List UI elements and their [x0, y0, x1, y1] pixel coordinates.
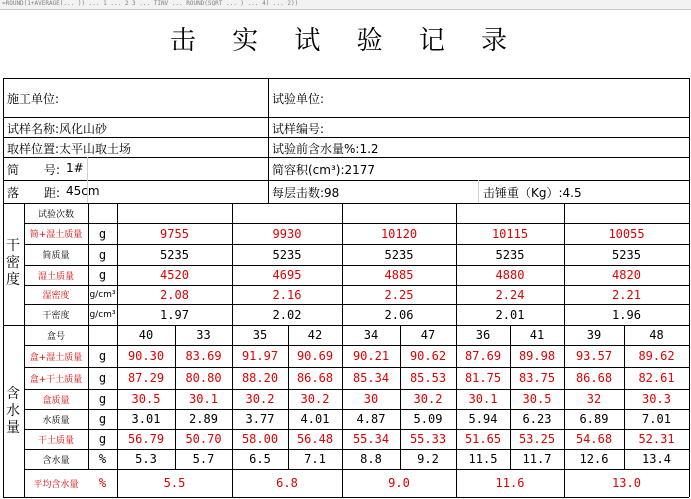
- drop-height-label: 落: [7, 186, 20, 200]
- average-moisture-unit: %: [98, 476, 107, 490]
- moisture-row-name: 水质量: [42, 415, 70, 426]
- moisture-cell[interactable]: 9.2: [417, 452, 439, 466]
- moisture-cell[interactable]: 7.01: [642, 412, 671, 426]
- cylinder-no-value: 1#: [66, 161, 84, 175]
- density-row-name: 简+湿土质量: [29, 230, 83, 240]
- table-bottom-border: [3, 497, 689, 498]
- moisture-cell[interactable]: 88.20: [241, 371, 279, 385]
- moisture-row-name: 盒+干土质量: [29, 374, 83, 385]
- box-number[interactable]: 40: [138, 328, 154, 342]
- box-number-label: 盒号: [46, 331, 65, 342]
- moisture-cell[interactable]: 8.8: [360, 452, 382, 466]
- moisture-cell[interactable]: 5.09: [413, 412, 443, 426]
- moisture-cell[interactable]: 91.97: [241, 349, 279, 363]
- moisture-row-unit: %: [98, 452, 107, 466]
- moisture-cell[interactable]: 4.87: [356, 412, 386, 426]
- density-col-line: [689, 203, 690, 325]
- moisture-cell[interactable]: 58.00: [241, 432, 279, 446]
- header-border: [3, 180, 689, 181]
- moisture-cell[interactable]: 5.94: [468, 412, 498, 426]
- moisture-cell[interactable]: 86.68: [575, 371, 613, 385]
- density-cell[interactable]: 4880: [495, 268, 525, 282]
- density-row-unit: g: [98, 268, 107, 282]
- average-moisture-cell[interactable]: 5.5: [163, 476, 186, 490]
- average-moisture-cell[interactable]: 6.8: [276, 476, 298, 490]
- moisture-cell[interactable]: 83.75: [518, 371, 556, 385]
- moisture-cell[interactable]: 55.33: [409, 432, 447, 446]
- density-cell[interactable]: 5235: [612, 247, 641, 262]
- average-col-line: [689, 469, 690, 497]
- moisture-cell[interactable]: 11.5: [468, 452, 498, 466]
- moisture-cell[interactable]: 54.68: [575, 432, 613, 446]
- density-row-unit: g/cm³: [89, 309, 116, 320]
- density-cell[interactable]: 10055: [608, 226, 645, 241]
- moisture-cell[interactable]: 30.5: [522, 392, 552, 406]
- average-moisture-cell[interactable]: 9.0: [388, 476, 410, 490]
- drop-height-value: 45cm: [66, 184, 100, 198]
- moisture-cell[interactable]: 30.2: [413, 392, 443, 406]
- box-number[interactable]: 41: [529, 328, 545, 342]
- density-cell[interactable]: 4520: [160, 268, 189, 282]
- moisture-cell[interactable]: 50.70: [185, 432, 222, 446]
- formula-bar-strip: [0, 0, 691, 10]
- blows-per-layer-label: 每层击数:98: [272, 186, 340, 200]
- density-cell[interactable]: 4820: [612, 268, 641, 282]
- cylinder-volume-label: 简容积(cm³):2177: [272, 163, 376, 177]
- moisture-cell[interactable]: 86.68: [296, 371, 334, 385]
- moisture-cell[interactable]: 90.21: [352, 349, 390, 363]
- moisture-cell[interactable]: 6.5: [249, 452, 271, 466]
- moisture-cell[interactable]: 87.29: [127, 371, 165, 385]
- box-number[interactable]: 33: [196, 328, 211, 342]
- moisture-cell[interactable]: 4.01: [300, 412, 330, 426]
- moisture-cell[interactable]: 93.57: [575, 349, 613, 363]
- cylinder-no-label: 简: [7, 163, 20, 177]
- density-cell[interactable]: 2.21: [612, 287, 641, 302]
- density-section-label: 干 密 度: [6, 238, 20, 288]
- density-cell[interactable]: 10120: [380, 226, 418, 241]
- hammer-weight-label: 击锤重（Kg）:4.5: [483, 186, 582, 200]
- moisture-cell[interactable]: 12.6: [579, 452, 609, 466]
- moisture-cell[interactable]: 6.89: [579, 412, 609, 426]
- density-row-unit: g: [98, 247, 107, 262]
- moisture-cell[interactable]: 7.1: [304, 452, 326, 466]
- moisture-row-unit: g: [98, 349, 107, 363]
- density-cell[interactable]: 1.96: [612, 307, 641, 322]
- page-title: 击 实 试 验 记 录: [169, 26, 522, 56]
- density-row-name: 湿土质量: [37, 271, 74, 282]
- cyl-divider: [87, 157, 88, 180]
- density-cell[interactable]: 2.08: [160, 287, 189, 302]
- moisture-cell[interactable]: 56.79: [127, 432, 165, 446]
- moisture-cell[interactable]: 3.01: [131, 412, 161, 426]
- moisture-cell[interactable]: 56.48: [296, 432, 334, 446]
- moisture-cell[interactable]: 30.3: [642, 392, 671, 406]
- sampling-location-label: 取样位置:太平山取土场: [7, 142, 132, 156]
- density-cell[interactable]: 5235: [495, 247, 525, 262]
- header-divider: [268, 78, 269, 203]
- drop-height-label-2: 距:: [44, 186, 61, 200]
- average-moisture-label: 平均含水量: [33, 479, 79, 490]
- density-cell[interactable]: 5235: [384, 247, 414, 262]
- box-number[interactable]: 39: [586, 328, 602, 342]
- moisture-cell[interactable]: 81.75: [464, 371, 502, 385]
- moisture-cell[interactable]: 85.34: [352, 371, 390, 385]
- sample-name-label: 试样名称:风化山砂: [7, 122, 108, 136]
- density-row-name: 湿密度: [42, 291, 70, 301]
- moisture-cell[interactable]: 89.98: [518, 349, 556, 363]
- moisture-cell[interactable]: 87.69: [464, 349, 502, 363]
- average-moisture-cell[interactable]: 11.6: [495, 476, 525, 490]
- header-border: [3, 117, 689, 118]
- moisture-cell[interactable]: 51.65: [464, 432, 502, 446]
- density-cell[interactable]: 2.02: [272, 307, 302, 322]
- moisture-section-label: 含 水 量: [6, 386, 20, 436]
- moisture-cell[interactable]: 90.30: [127, 349, 165, 363]
- moisture-cell[interactable]: 82.61: [638, 371, 675, 385]
- hammer-divider: [478, 180, 479, 203]
- header-border: [3, 157, 689, 158]
- construction-unit-label: 施工单位:: [7, 92, 60, 106]
- box-number[interactable]: 34: [363, 328, 379, 342]
- density-cell[interactable]: 4885: [384, 268, 414, 282]
- header-border: [3, 137, 689, 138]
- moisture-cell[interactable]: 2.89: [189, 412, 218, 426]
- density-cell[interactable]: 2.24: [495, 287, 525, 302]
- moisture-row-name: 盒+湿土质量: [29, 352, 83, 363]
- moisture-cell[interactable]: 30: [363, 392, 379, 406]
- density-row-line: [3, 203, 689, 204]
- moisture-row-unit: g: [98, 392, 107, 406]
- formula-text: =ROUND(1+AVERAGE(... )) ... 1 ... 2 3 ... TINV ... ROUND(SQRT ... ) ... 4) ... 2)): [2, 0, 299, 7]
- moisture-cell[interactable]: 90.69: [296, 349, 334, 363]
- box-number[interactable]: 42: [307, 328, 323, 342]
- box-number[interactable]: 35: [252, 328, 268, 342]
- moisture-cell[interactable]: 5.3: [135, 452, 157, 466]
- moisture-cell[interactable]: 30.1: [468, 392, 498, 406]
- moisture-cell[interactable]: 30.1: [189, 392, 218, 406]
- moisture-row-unit: g: [98, 432, 107, 446]
- density-cell[interactable]: 2.16: [272, 287, 302, 302]
- density-cell[interactable]: 5235: [160, 247, 189, 262]
- density-cell[interactable]: 1.97: [160, 307, 189, 322]
- moisture-cell[interactable]: 30.2: [300, 392, 330, 406]
- moisture-cell[interactable]: 30.5: [131, 392, 161, 406]
- box-number[interactable]: 36: [475, 328, 491, 342]
- moisture-cell[interactable]: 55.34: [352, 432, 390, 446]
- density-cell[interactable]: 2.06: [384, 307, 414, 322]
- density-cell[interactable]: 2.01: [495, 307, 525, 322]
- moisture-cell[interactable]: 90.62: [409, 349, 447, 363]
- test-unit-label: 试验单位:: [272, 92, 325, 106]
- moisture-col-line: [689, 325, 690, 469]
- test-count-label: 试验次数: [37, 209, 74, 220]
- moisture-cell[interactable]: 30.2: [245, 392, 275, 406]
- moisture-row-unit: g: [98, 412, 107, 426]
- box-number[interactable]: 48: [649, 328, 664, 342]
- density-cell[interactable]: 9930: [272, 226, 302, 241]
- moisture-cell[interactable]: 3.77: [245, 412, 275, 426]
- density-cell[interactable]: 4695: [272, 268, 302, 282]
- pre-moisture-label: 试验前含水量%:1.2: [272, 142, 379, 156]
- average-moisture-cell[interactable]: 13.0: [612, 476, 641, 490]
- moisture-cell[interactable]: 13.4: [642, 452, 671, 466]
- moisture-cell[interactable]: 80.80: [185, 371, 222, 385]
- moisture-row-unit: g: [98, 371, 107, 385]
- density-cell[interactable]: 9755: [160, 226, 189, 241]
- density-row-name: 干密度: [42, 311, 70, 321]
- density-cell[interactable]: 5235: [272, 247, 302, 262]
- box-number[interactable]: 47: [420, 328, 436, 342]
- moisture-cell[interactable]: 83.69: [185, 349, 222, 363]
- moisture-row-name: 干土质量: [37, 435, 74, 446]
- density-cell[interactable]: 10115: [491, 226, 529, 241]
- density-row-name: 简质量: [42, 251, 70, 261]
- moisture-row-name: 盒质量: [42, 395, 70, 406]
- moisture-cell[interactable]: 53.25: [518, 432, 556, 446]
- sample-no-label: 试样编号:: [272, 122, 325, 136]
- moisture-cell[interactable]: 52.31: [638, 432, 675, 446]
- moisture-cell[interactable]: 89.62: [638, 349, 675, 363]
- moisture-cell[interactable]: 85.53: [409, 371, 447, 385]
- density-row-unit: g: [98, 226, 107, 241]
- moisture-row-name: 含水量: [42, 455, 70, 466]
- moisture-cell[interactable]: 5.7: [192, 452, 215, 466]
- header-border: [3, 78, 689, 79]
- density-row-unit: g/cm³: [89, 289, 116, 300]
- density-cell[interactable]: 2.25: [384, 287, 414, 302]
- moisture-cell[interactable]: 32: [586, 392, 602, 406]
- moisture-cell[interactable]: 11.7: [522, 452, 552, 466]
- cylinder-no-label-2: 号:: [44, 163, 61, 177]
- moisture-cell[interactable]: 6.23: [522, 412, 552, 426]
